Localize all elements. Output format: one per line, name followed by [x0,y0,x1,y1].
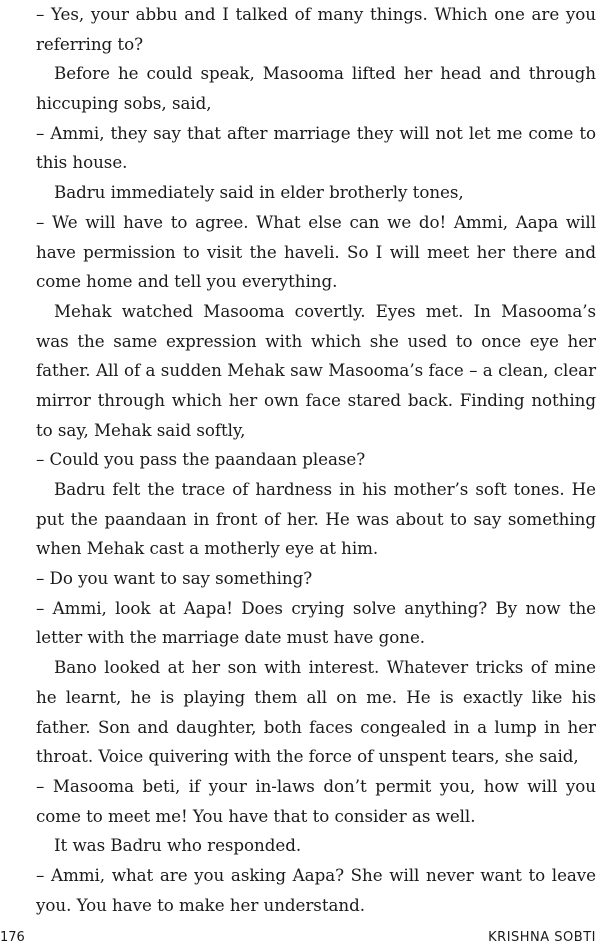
paragraph-2: Before he could speak, Masooma lifted her head and through hiccuping sobs, said, [36,63,596,114]
paragraph-3: – Ammi, they say that after marriage they will not let me come to this house. [36,122,596,173]
paragraph-1: – Yes, your abbu and I talked of many things. Which one are you referring to? [36,4,596,54]
page-footer [0,928,600,948]
paragraph-14: – Ammi, what are you asking Aapa? She will never want to leave you. You have to make her understand. [36,864,596,915]
paragraph-9: – Do you want to say something? [36,568,313,589]
body-text [36,0,596,920]
paragraph-13: It was Badru who responded. [54,835,302,856]
paragraph-12: – Masooma beti, if your in-laws don’t permit you, how will you come to meet me! You have that to consider as well. [36,775,596,826]
paragraph-7: – Could you pass the paandaan please? [36,449,366,470]
page-number: 176 [0,930,25,945]
paragraph-10: – Ammi, look at Aapa! Does crying solve anything? By now the letter with the marriage date must have gone. [36,597,596,648]
running-head-author: KRISHNA SOBTI [488,930,596,945]
paragraph-4: Badru immediately said in elder brotherly tones, [54,182,464,203]
paragraph-5: – We will have to agree. What else can we do! Ammi, Aapa will have permission to visit the haveli. So I will meet her there and come home and tell you everything. [36,211,596,292]
paragraph-6: Mehak watched Masooma covertly. Eyes met. In Masooma’s was the same expression with which she used to once eye her father. All of a sudden Mehak saw Masooma’s face – a clean, clear mirror through which her own face stared back. Finding nothing to say, Mehak said softly, [36,300,596,440]
paragraph-8: Badru felt the trace of hardness in his mother’s soft tones. He put the paandaan in front of her. He was about to say something when Mehak cast a motherly eye at him. [36,479,596,559]
paragraph-11: Bano looked at her son with interest. Whatever tricks of mine he learnt, he is playing them all on me. He is exactly like his father. Son and daughter, both faces congealed in a lump in her throat. Voice quivering with the force of unspent tears, she said, [36,657,596,767]
